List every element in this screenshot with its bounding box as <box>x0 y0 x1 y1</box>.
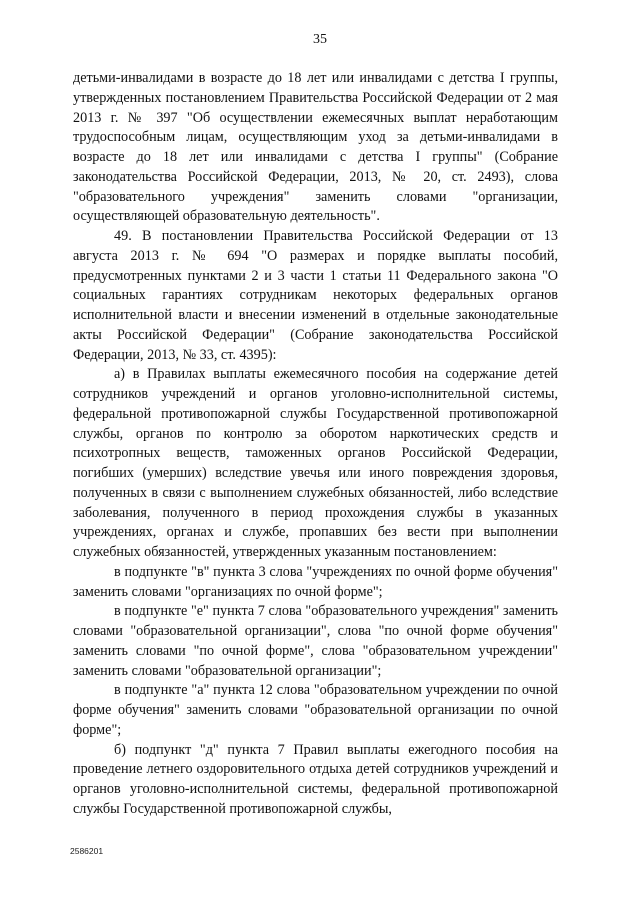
paragraph-subitem-a: а) в Правилах выплаты ежемесячного пособия на содержание детей сотрудников учреждений и органов уголовно-исполнительной системы, федеральной противопожарной службы Государственной противопожарной службы, органов по контролю за оборотом наркотических средств и психотропных веществ, таможенных органов Российской Федерации, погибших (умерших) вследствие увечья или иного повреждения здоровья, полученных в связи с выполнением служебных обязанностей, либо вследствие заболевания, полученного в период прохождения службы в указанных учреждениях, органах и службе, пропавших без вести при выполнении служебных обязанностей, утвержденных указанным постановлением: <box>73 366 558 560</box>
document-code: 2586201 <box>70 846 104 856</box>
paragraph-item-49: 49. В постановлении Правительства Российской Федерации от 13 августа 2013 г. № 694 "О размерах и порядке выплаты пособий, предусмотренных пунктами 2 и 3 части 1 статьи 11 Федерального закона "О социальных гарантиях сотрудникам некоторых федеральных органов исполнительной власти и внесении изменений в отдельные законодательные акты Российской Федерации" (Собрание законодательства Российской Федерации, 2013, № 33, ст. 4395): <box>73 228 558 363</box>
paragraph-continuation: детьми-инвалидами в возрасте до 18 лет или инвалидами с детства I группы, утвержденных постановлением Правительства Российской Федерации от 2 мая 2013 г. № 397 "Об осуществлении ежемесячных выплат неработающим трудоспособным лицам, осуществляющим уход за детьми-инвалидами в возрасте до 18 лет или инвалидами с детства I группы" (Собрание законодательства Российской Федерации, 2013, № 20, ст. 2493), слова "образовательного учреждения" заменить словами "организации, осуществляющей образовательную деятельность". <box>73 70 558 225</box>
page-number: 35 <box>313 32 327 47</box>
paragraph-subitem-a-point-3: в подпункте "в" пункта 3 слова "учреждениях по очной форме обучения" заменить словами "организациях по очной форме"; <box>73 563 558 600</box>
paragraph-subitem-a-point-7: в подпункте "е" пункта 7 слова "образовательного учреждения" заменить словами "образовательной организации", слова "по очной форме обучения" заменить словами "по очной форме", слова "образовательном учреждении" заменить словами "образовательной организации"; <box>73 603 558 679</box>
paragraph-subitem-b: б) подпункт "д" пункта 7 Правил выплаты ежегодного пособия на проведение летнего оздоровительного отдыха детей сотрудников учреждений и органов уголовно-исполнительной системы, федеральной противопожарной службы Государственной противопожарной службы, <box>73 741 558 817</box>
document-body <box>73 69 558 820</box>
paragraph-subitem-a-point-12: в подпункте "а" пункта 12 слова "образовательном учреждении по очной форме обучения" заменить словами "образовательной организации по очной форме"; <box>73 682 558 738</box>
